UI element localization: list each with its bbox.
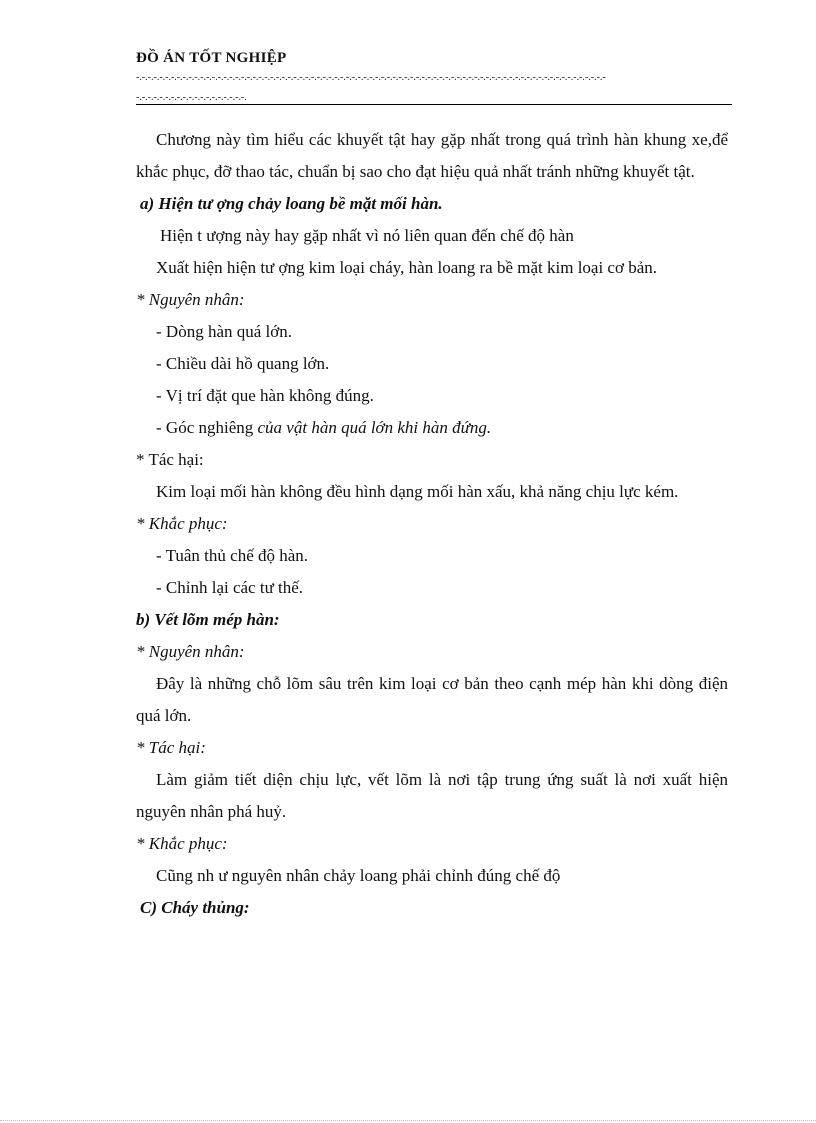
intro-paragraph: Chương này tìm hiểu các khuyết tật hay gặp nhất trong quá trình hàn khung xe,để khắc phục, đỡ thao tác, chuẩn bị sao cho đạt hiệu quả nhất tránh những khuyết tật.: [136, 130, 728, 181]
b-harm-paragraph: Làm giảm tiết diện chịu lực, vết lõm là nơi tập trung ứng suất là nơi xuất hiện nguyên nhân phá huỷ.: [136, 770, 728, 821]
a-fix-label: * Khắc phục:: [136, 514, 228, 533]
b-cause-paragraph: Đây là những chỗ lõm sâu trên kim loại cơ bản theo cạnh mép hàn khi dòng điện quá lớn.: [136, 674, 728, 725]
b-cause-label: * Nguyên nhân:: [136, 642, 245, 661]
document-body: [136, 124, 728, 924]
b-fix-paragraph: Cũng nh ư nguyên nhân chảy loang phải chỉnh đúng chế độ: [156, 866, 561, 885]
b-harm-label: * Tác hại:: [136, 738, 206, 757]
header-title: ĐỒ ÁN TỐT NGHIỆP: [136, 50, 287, 66]
header-dash-line-2: -.-.-.-.-.-.-.-.-.-.-.-.-.-.-.-.-.-.-.: [136, 92, 247, 103]
b-fix-label: * Khắc phục:: [136, 834, 228, 853]
a-cause-item: - Vị trí đặt que hàn không đúng.: [156, 386, 374, 405]
page-bottom-border: [0, 1120, 816, 1122]
a-fix-item: - Tuân thủ chế độ hàn.: [156, 546, 309, 565]
a-harm-paragraph: Kim loại mối hàn không đều hình dạng mối hàn xấu, khả năng chịu lực kém.: [156, 482, 679, 501]
header-dash-line-1: -.-.-.-.-.-.-.-.-.-.-.-.-.-.-.-.-.-.-.-.-.-.-.-.-.-.-.-.-.-.-.-.-.-.-.-.-.-.-.-.-.-.-.-.-.-.-.-.-.-.-.-.-.-.-.-.-.-.-.-.-.-.-.-.-.-.-.-.-.-.-.-.-.-.-.-.-.-.-.-.-: [136, 72, 606, 83]
header-rule: [136, 104, 732, 105]
a-cause-4-prefix: - Góc nghiêng: [156, 418, 258, 437]
a-cause-item: - Dòng hàn quá lớn.: [156, 322, 292, 341]
heading-b: b) Vết lõm mép hàn:: [136, 610, 280, 629]
a-harm-label: * Tác hại:: [136, 450, 204, 469]
a-cause-item: - Chiều dài hồ quang lớn.: [156, 354, 330, 373]
heading-a: a) Hiện tư ợng chảy loang bề mặt mối hàn.: [140, 194, 443, 213]
heading-c: C) Cháy thủng:: [140, 898, 250, 917]
a-cause-4-italic: của vật hàn quá lớn khi hàn đứng.: [257, 418, 492, 437]
a-cause-label: * Nguyên nhân:: [136, 290, 245, 309]
a-cause-item: [136, 412, 728, 444]
a-paragraph-1: Hiện t ượng này hay gặp nhất vì nó liên quan đến chế độ hàn: [160, 226, 574, 245]
a-paragraph-2: Xuất hiện hiện tư ợng kim loại cháy, hàn loang ra bề mặt kim loại cơ bản.: [156, 258, 658, 277]
a-fix-item: - Chỉnh lại các tư thế.: [156, 578, 304, 597]
